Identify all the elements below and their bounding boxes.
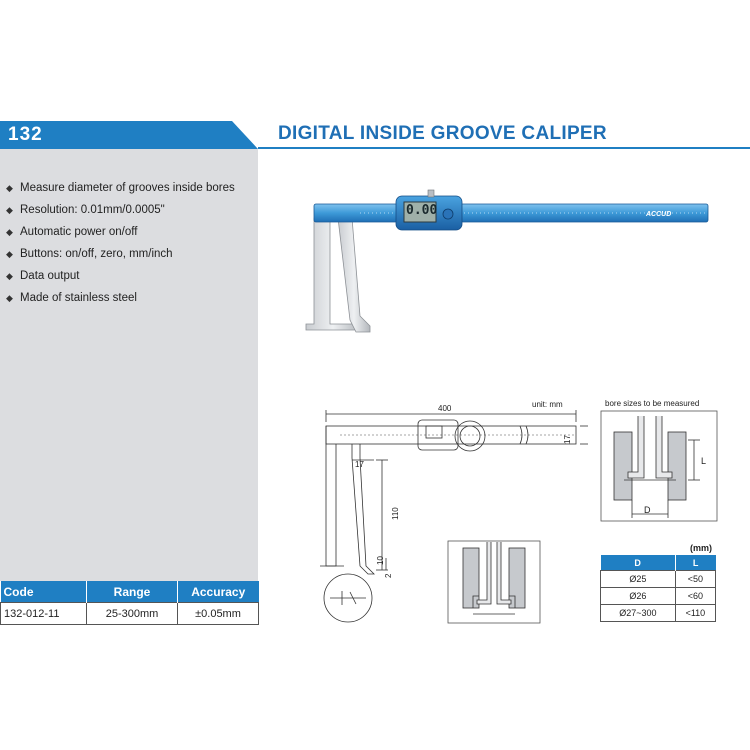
table-cell: Ø26 [601,588,676,605]
bullet-icon: ◆ [6,227,13,237]
column-header: L [675,555,715,571]
bullet-icon: ◆ [6,249,13,259]
dim-400-label: 400 [438,404,452,413]
column-header: Code [1,581,87,603]
feature-item: ◆ Data output [6,270,80,282]
table-row [601,571,716,588]
table-row [1,603,259,625]
bore-label-d: D [644,505,651,515]
column-header: D [601,555,676,571]
bullet-icon: ◆ [6,205,13,215]
bore-sizes-diagram [600,410,718,522]
bullet-icon: ◆ [6,183,13,193]
bore-table-header [601,555,716,571]
table-row [601,588,716,605]
bore-table-unit: (mm) [690,543,712,553]
feature-item: ◆ Resolution: 0.01mm/0.0005" [6,204,165,216]
header-rule [258,147,750,149]
bullet-icon: ◆ [6,271,13,281]
column-header: Accuracy [178,581,259,603]
feature-item: ◆ Made of stainless steel [6,292,137,304]
groove-section-diagram [447,540,541,624]
table-cell: <110 [675,605,715,622]
spec-table [0,581,259,625]
feature-item: ◆ Automatic power on/off [6,226,138,238]
unit-label: unit: mm [532,400,563,409]
table-row [601,605,716,622]
feature-list [6,180,235,312]
table-cell: <60 [675,588,715,605]
table-cell: <50 [675,571,715,588]
spec-table-header [1,581,259,603]
dim-110-label: 110 [391,507,400,520]
column-header: Range [87,581,178,603]
table-cell: ±0.05mm [178,603,259,625]
feature-item: ◆ Buttons: on/off, zero, mm/inch [6,248,173,260]
dim-10-label: 10 [376,556,385,565]
bore-diagram-title: bore sizes to be measured [605,399,700,408]
bullet-icon: ◆ [6,293,13,303]
lcd-display: 0.00 [406,203,438,218]
product-number: 132 [8,124,43,145]
table-cell: 132-012-11 [1,603,87,625]
table-cell: 25-300mm [87,603,178,625]
bore-label-l: L [701,456,707,466]
feature-item: ◆ Measure diameter of grooves inside bores [6,182,235,194]
brand-label: ACCUD [646,211,672,218]
table-cell: Ø25 [601,571,676,588]
table-cell: Ø27~300 [601,605,676,622]
dim-2-label: 2 [384,573,393,578]
bore-table [600,555,716,622]
dim-17-right-label: 17 [563,435,572,444]
page-title: DIGITAL INSIDE GROOVE CALIPER [278,123,607,144]
technical-drawing [300,398,590,628]
dim-17-jaw-label: 17 [355,460,364,469]
